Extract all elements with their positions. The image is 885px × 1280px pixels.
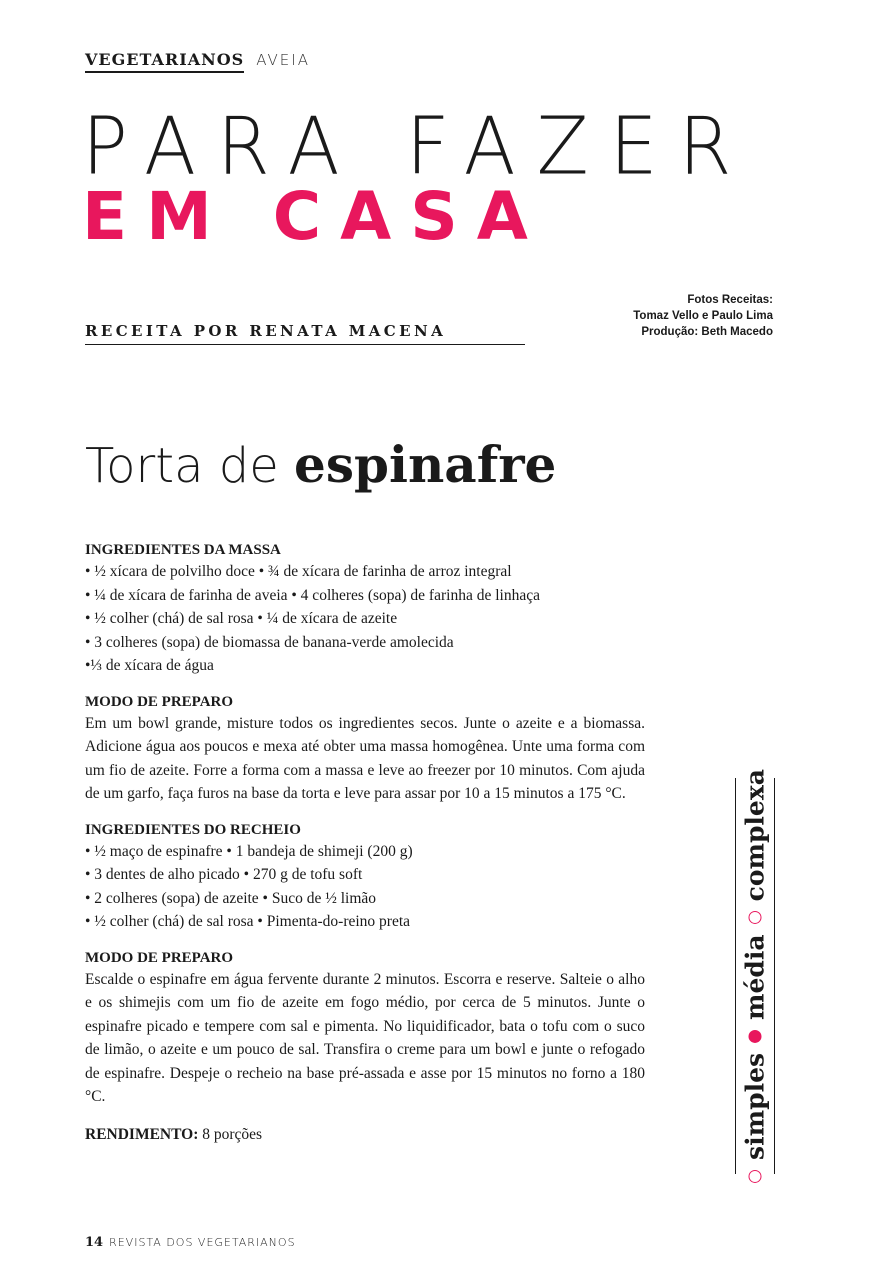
credit-line: Produção: Beth Macedo	[641, 326, 773, 338]
difficulty-label-media: média	[740, 934, 770, 1020]
page-footer	[85, 1235, 296, 1250]
ingredient-line: • ¼ de xícara de farinha de aveia • 4 colheres (sopa) de farinha de linhaça	[85, 586, 540, 604]
dough-ingredients	[85, 540, 645, 678]
ingredient-line: • ½ maço de espinafre • 1 bandeja de shimeji (200 g)	[85, 842, 413, 860]
ingredient-line: • 3 dentes de alho picado • 270 g de tofu soft	[85, 866, 363, 883]
ingredient-line: • 3 colheres (sopa) de biomassa de banana-verde amolecida	[85, 633, 454, 651]
difficulty-dot-complexa	[749, 911, 762, 924]
ingredient-line: •⅓ de xícara de água	[85, 657, 214, 674]
photo-credits	[633, 292, 773, 340]
ingredient-line: • ½ colher (chá) de sal rosa • Pimenta-do-reino preta	[85, 913, 411, 930]
prep-heading: MODO DE PREPARO	[85, 693, 234, 710]
section-tag	[85, 50, 310, 73]
recipe-content	[85, 540, 645, 1146]
credit-line: Fotos Receitas:	[687, 294, 773, 306]
yield-value: 8 porções	[202, 1125, 263, 1143]
difficulty-options	[740, 769, 770, 1183]
filling-heading: INGREDIENTES DO RECHEIO	[85, 821, 301, 838]
prep-text: Escalde o espinafre em água fervente durante 2 minutos. Escorra e reserve. Salteie o alho e os shimejis com um fio de azeite em fogo médio, por cerca de 5 minutos. Junte o espinafre picado e tempere com sal e pimenta. No liquidificador, bata o tofu com o suco de limão, o azeite e um pouco de sal. Transfira o creme para um bowl e junte o refogado de espinafre. Despeje o recheio na base pré-assada e asse por 15 minutos no forno a 180 °C.	[85, 970, 645, 1105]
dough-preparation	[85, 692, 645, 806]
difficulty-scale	[735, 769, 775, 1174]
ingredient-line: • ½ xícara de polvilho doce • ¾ de xícara de farinha de arroz integral	[85, 563, 512, 580]
credit-line: Tomaz Vello e Paulo Lima	[633, 310, 773, 322]
recipe-title	[85, 435, 557, 494]
yield-label: RENDIMENTO:	[85, 1125, 199, 1143]
ingredient-line: • ½ colher (chá) de sal rosa • ¼ de xícara de azeite	[85, 610, 398, 627]
recipe-yield	[85, 1123, 645, 1147]
page-number: 14	[85, 1235, 104, 1250]
difficulty-dot-simples	[749, 1170, 762, 1183]
prep-text: Em um bowl grande, misture todos os ingredientes secos. Junte o azeite e a biomassa. Adicione água aos poucos e mexa até obter uma massa homogênea. Unte uma forma com um fio de azeite. Forre a forma com a massa e leve ao freezer por 10 minutos. Com ajuda de um garfo, faça furos na base da torta e leve para assar por 10 a 15 minutos a 175 °C.	[85, 714, 645, 802]
recipe-byline: RECEITA POR RENATA MACENA	[85, 322, 525, 345]
headline-line-2: EM CASA	[82, 178, 547, 255]
magazine-name: REVISTA DOS VEGETARIANOS	[109, 1236, 296, 1249]
recipe-title-light: Torta de	[85, 438, 279, 494]
subsection-name: AVEIA	[256, 51, 310, 69]
difficulty-label-simples: simples	[740, 1052, 770, 1160]
dough-heading: INGREDIENTES DA MASSA	[85, 542, 281, 558]
headline-line-1: PARA FAZER	[82, 98, 753, 193]
difficulty-dot-media	[749, 1030, 762, 1043]
prep-heading: MODO DE PREPARO	[85, 949, 234, 966]
recipe-title-bold: espinafre	[294, 435, 557, 494]
filling-ingredients	[85, 820, 645, 934]
difficulty-label-complexa: complexa	[740, 769, 770, 902]
ingredient-line: • 2 colheres (sopa) de azeite • Suco de ½ limão	[85, 889, 377, 907]
filling-preparation	[85, 948, 645, 1109]
section-name: VEGETARIANOS	[85, 50, 244, 73]
